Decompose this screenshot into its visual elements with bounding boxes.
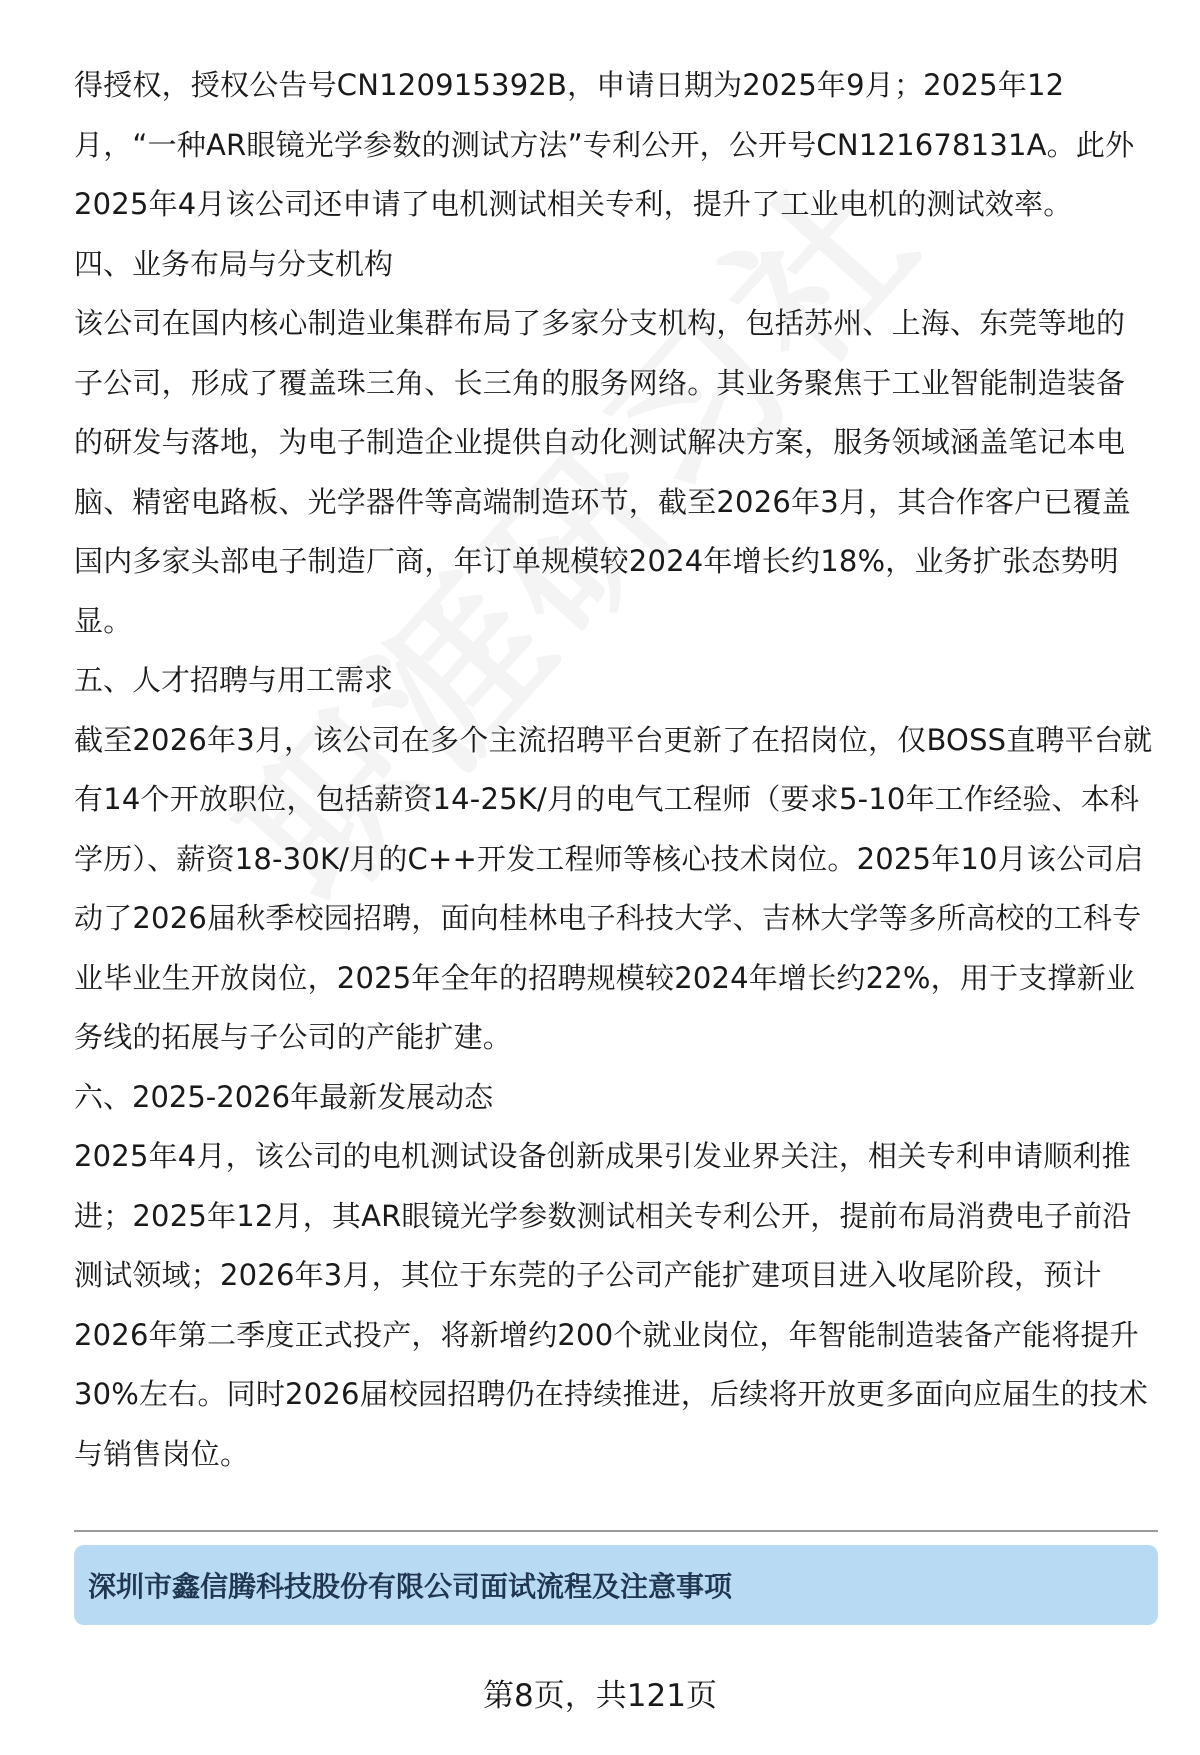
section-divider — [74, 1530, 1158, 1532]
paragraph-latest-developments: 2025年4月，该公司的电机测试设备创新成果引发业界关注，相关专利申请顺利推进；2025年12月，其AR眼镜光学参数测试相关专利公开，提前布局消费电子前沿测试领域；2026年3月，其位于东莞的子公司产能扩建项目进入收尾阶段，预计2026年第二季度正式投产，将新增约200个就业岗位，年智能制造装备产能将提升30%左右。同时2026届校园招聘仍在持续推进，后续将开放更多面向应届生的技术与销售岗位。 — [74, 1139, 1149, 1471]
paragraph-patents: 得授权，授权公告号CN120915392B，申请日期为2025年9月；2025年12月，“一种AR眼镜光学参数的测试方法”专利公开，公开号CN121678131A。此外2025年4月该公司还申请了电机测试相关专利，提升了工业电机的测试效率。 — [74, 68, 1135, 221]
section-title: 深圳市鑫信腾科技股份有限公司面试流程及注意事项 — [88, 1570, 733, 1603]
heading-recruitment: 五、人才招聘与用工需求 — [74, 663, 394, 697]
paragraph-recruitment: 截至2026年3月，该公司在多个主流招聘平台更新了在招岗位，仅BOSS直聘平台就有14个开放职位，包括薪资14-25K/月的电气工程师（要求5-10年工作经验、本科学历）、薪资18-30K/月的C++开发工程师等核心技术岗位。2025年10月该公司启动了2026届秋季校园招聘，面向桂林电子科技大学、吉林大学等多所高校的工科专业毕业生开放岗位，2025年全年的招聘规模较2024年增长约22%，用于支撑新业务线的拓展与子公司的产能扩建。 — [74, 722, 1153, 1054]
heading-business-layout: 四、业务布局与分支机构 — [74, 246, 394, 281]
section-title-bar — [74, 1545, 1158, 1625]
page-number: 第8页，共121页 — [483, 1678, 717, 1714]
heading-latest-developments: 六、2025-2026年最新发展动态 — [74, 1079, 494, 1114]
paragraph-business-layout: 该公司在国内核心制造业集群布局了多家分支机构，包括苏州、上海、东莞等地的子公司，形成了覆盖珠三角、长三角的服务网络。其业务聚焦于工业智能制造装备的研发与落地，为电子制造企业提供自动化测试解决方案，服务领域涵盖笔记本电脑、精密电路板、光学器件等高端制造环节，截至2026年3月，其合作客户已覆盖国内多家头部电子制造厂商，年订单规模较2024年增长约18%，业务扩张态势明显。 — [74, 306, 1131, 638]
document-body — [74, 56, 1154, 1484]
